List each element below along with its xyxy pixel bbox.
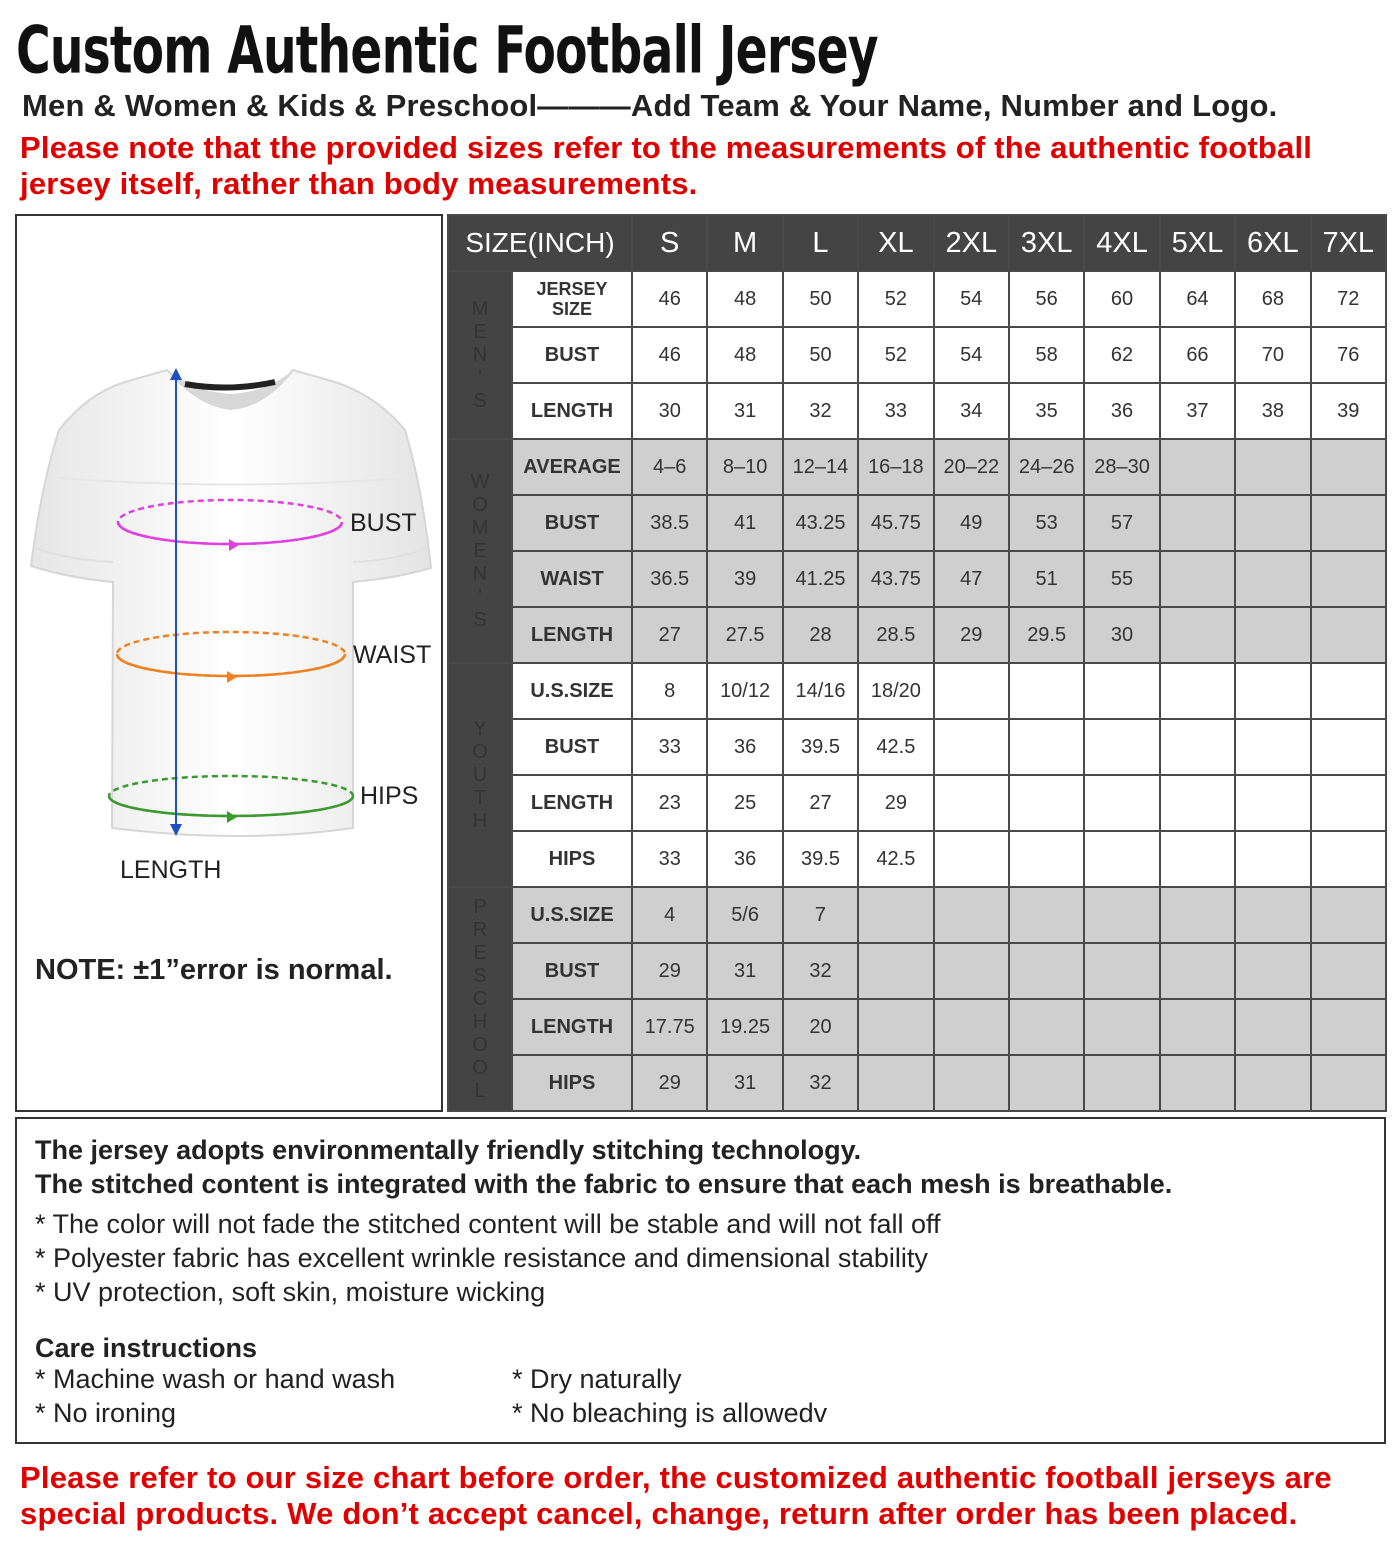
size-value-cell: [1160, 775, 1235, 831]
size-value-cell: [1084, 663, 1159, 719]
group-label-letter: T: [473, 786, 487, 809]
size-value-cell: [1084, 775, 1159, 831]
group-label-letter: O: [472, 1033, 488, 1056]
size-value-cell: 52: [858, 327, 933, 383]
size-value-cell: [1311, 719, 1386, 775]
size-value-cell: 25: [707, 775, 782, 831]
size-value-cell: 39.5: [783, 831, 858, 887]
size-value-cell: [934, 999, 1009, 1055]
row-label: AVERAGE: [512, 439, 632, 495]
group-label-letter: ’: [477, 585, 483, 608]
size-value-cell: 36: [707, 719, 782, 775]
size-value-cell: 50: [783, 271, 858, 327]
row-label: BUST: [512, 943, 632, 999]
size-row: [448, 663, 1386, 719]
row-label: BUST: [512, 719, 632, 775]
size-value-cell: 36.5: [632, 551, 707, 607]
group-label-letter: ’: [477, 366, 483, 389]
size-value-cell: 43.25: [783, 495, 858, 551]
size-value-cell: [1009, 943, 1084, 999]
info-headline-1: The jersey adopts environmentally friendly stitching technology.: [35, 1135, 862, 1165]
group-label-letter: S: [473, 389, 487, 412]
size-value-cell: [1084, 943, 1159, 999]
group-label-letter: P: [473, 895, 487, 918]
row-label: BUST: [512, 495, 632, 551]
size-row: [448, 439, 1386, 495]
jersey-shape: [31, 370, 431, 836]
row-label: LENGTH: [512, 383, 632, 439]
size-value-cell: 57: [1084, 495, 1159, 551]
size-value-cell: 29.5: [1009, 607, 1084, 663]
size-value-cell: 55: [1084, 551, 1159, 607]
size-value-cell: [1084, 1055, 1159, 1111]
size-value-cell: [1160, 887, 1235, 943]
size-value-cell: [1235, 775, 1310, 831]
size-value-cell: 36: [1084, 383, 1159, 439]
size-value-cell: 58: [1009, 327, 1084, 383]
group-label-letter: H: [472, 809, 488, 832]
size-row: [448, 831, 1386, 887]
group-label: [448, 663, 512, 887]
size-value-cell: 20: [783, 999, 858, 1055]
care-item: * No bleaching is allowedv: [512, 1398, 828, 1428]
size-row: [448, 887, 1386, 943]
length-label: LENGTH: [120, 856, 222, 884]
size-value-cell: [858, 1055, 933, 1111]
group-label-letter: R: [472, 918, 488, 941]
size-col-header: 4XL: [1084, 215, 1159, 271]
size-value-cell: [1009, 1055, 1084, 1111]
size-value-cell: 14/16: [783, 663, 858, 719]
size-value-cell: 54: [934, 271, 1009, 327]
size-value-cell: 41: [707, 495, 782, 551]
size-value-cell: 39: [707, 551, 782, 607]
size-value-cell: 19.25: [707, 999, 782, 1055]
row-label: LENGTH: [512, 999, 632, 1055]
row-label: U.S.SIZE: [512, 887, 632, 943]
page-subtitle: Men & Women & Kids & Preschool———Add Team & Your Name, Number and Logo.: [22, 88, 1278, 123]
size-value-cell: [1084, 999, 1159, 1055]
size-value-cell: 28: [783, 607, 858, 663]
size-value-cell: [1235, 887, 1310, 943]
size-value-cell: [1311, 831, 1386, 887]
size-value-cell: [1235, 719, 1310, 775]
size-value-cell: [858, 887, 933, 943]
size-value-cell: [1311, 663, 1386, 719]
size-value-cell: 72: [1311, 271, 1386, 327]
size-value-cell: 32: [783, 383, 858, 439]
size-value-cell: [1009, 775, 1084, 831]
size-value-cell: 17.75: [632, 999, 707, 1055]
size-value-cell: [1311, 775, 1386, 831]
hips-label: HIPS: [360, 782, 419, 810]
group-label-letter: M: [471, 516, 489, 539]
size-value-cell: 24–26: [1009, 439, 1084, 495]
size-value-cell: 70: [1235, 327, 1310, 383]
product-info-box: [15, 1117, 1386, 1444]
size-value-cell: 76: [1311, 327, 1386, 383]
row-label: U.S.SIZE: [512, 663, 632, 719]
size-value-cell: [1009, 999, 1084, 1055]
size-value-cell: 43.75: [858, 551, 933, 607]
size-col-header: S: [632, 215, 707, 271]
size-value-cell: 29: [632, 1055, 707, 1111]
size-value-cell: 48: [707, 271, 782, 327]
group-label-letter: Y: [473, 717, 487, 740]
size-value-cell: [934, 831, 1009, 887]
size-col-header: XL: [858, 215, 933, 271]
size-value-cell: [1160, 719, 1235, 775]
size-value-cell: 47: [934, 551, 1009, 607]
size-value-cell: [1160, 607, 1235, 663]
size-col-header: 2XL: [934, 215, 1009, 271]
size-col-header: M: [707, 215, 782, 271]
size-value-cell: [1235, 663, 1310, 719]
size-value-cell: 48: [707, 327, 782, 383]
size-value-cell: [1235, 831, 1310, 887]
size-col-header: 3XL: [1009, 215, 1084, 271]
size-value-cell: [934, 775, 1009, 831]
group-label-letter: C: [472, 987, 488, 1010]
care-item: * Machine wash or hand wash: [35, 1364, 396, 1394]
size-value-cell: [1084, 887, 1159, 943]
size-row: [448, 775, 1386, 831]
size-value-cell: 39.5: [783, 719, 858, 775]
feature-item: * UV protection, soft skin, moisture wicking: [35, 1277, 546, 1307]
care-item: * Dry naturally: [512, 1364, 682, 1394]
size-value-cell: [1160, 495, 1235, 551]
size-value-cell: 36: [707, 831, 782, 887]
size-row: [448, 943, 1386, 999]
size-col-header: 6XL: [1235, 215, 1310, 271]
size-value-cell: [1235, 999, 1310, 1055]
size-value-cell: [934, 943, 1009, 999]
size-value-cell: [1235, 1055, 1310, 1111]
size-header-label: SIZE(INCH): [448, 215, 632, 271]
feature-item: * Polyester fabric has excellent wrinkle resistance and dimensional stability: [35, 1243, 928, 1273]
size-header-row: [448, 215, 1386, 271]
group-label-letter: O: [472, 740, 488, 763]
care-instructions-title: Care instructions: [35, 1333, 258, 1363]
group-label-letter: N: [472, 343, 488, 366]
size-value-cell: 33: [632, 719, 707, 775]
size-value-cell: [1160, 943, 1235, 999]
size-value-cell: 42.5: [858, 719, 933, 775]
group-label-letter: W: [470, 470, 490, 493]
size-chart-body: [448, 271, 1386, 1111]
size-col-header: 7XL: [1311, 215, 1386, 271]
size-value-cell: 8–10: [707, 439, 782, 495]
size-row: [448, 327, 1386, 383]
care-item: * No ironing: [35, 1398, 177, 1428]
row-label: LENGTH: [512, 607, 632, 663]
size-value-cell: [934, 719, 1009, 775]
size-value-cell: [1311, 495, 1386, 551]
size-value-cell: 50: [783, 327, 858, 383]
size-value-cell: [934, 887, 1009, 943]
row-label: HIPS: [512, 1055, 632, 1111]
size-value-cell: 33: [632, 831, 707, 887]
size-value-cell: 7: [783, 887, 858, 943]
size-value-cell: [934, 1055, 1009, 1111]
group-label: [448, 271, 512, 439]
size-value-cell: 33: [858, 383, 933, 439]
size-value-cell: 20–22: [934, 439, 1009, 495]
size-chart-table: [447, 214, 1387, 1112]
size-row: [448, 383, 1386, 439]
size-value-cell: 31: [707, 1055, 782, 1111]
size-row: [448, 1055, 1386, 1111]
size-value-cell: 46: [632, 327, 707, 383]
tolerance-note: NOTE: ±1”error is normal.: [35, 954, 393, 986]
size-value-cell: 27.5: [707, 607, 782, 663]
size-value-cell: [1235, 943, 1310, 999]
size-value-cell: 29: [858, 775, 933, 831]
size-value-cell: 16–18: [858, 439, 933, 495]
size-value-cell: [1160, 831, 1235, 887]
size-value-cell: 52: [858, 271, 933, 327]
size-row: [448, 719, 1386, 775]
group-label: [448, 439, 512, 663]
group-label-letter: E: [473, 320, 487, 343]
size-value-cell: 31: [707, 943, 782, 999]
order-policy-warning: Please refer to our size chart before order, the customized authentic football jerseys are special products. We don’t accept cancel, change, return after order has been placed.: [20, 1460, 1332, 1531]
group-label-letter: O: [472, 493, 488, 516]
size-value-cell: 54: [934, 327, 1009, 383]
size-value-cell: 27: [632, 607, 707, 663]
size-value-cell: 42.5: [858, 831, 933, 887]
size-value-cell: [934, 663, 1009, 719]
size-value-cell: 66: [1160, 327, 1235, 383]
size-value-cell: [1084, 719, 1159, 775]
size-value-cell: 38: [1235, 383, 1310, 439]
size-value-cell: [1311, 439, 1386, 495]
size-value-cell: [1084, 831, 1159, 887]
row-label: LENGTH: [512, 775, 632, 831]
size-value-cell: 34: [934, 383, 1009, 439]
size-value-cell: [1235, 551, 1310, 607]
size-value-cell: 30: [1084, 607, 1159, 663]
size-value-cell: [1235, 607, 1310, 663]
size-value-cell: [858, 999, 933, 1055]
size-value-cell: 32: [783, 1055, 858, 1111]
size-row: [448, 607, 1386, 663]
size-value-cell: 53: [1009, 495, 1084, 551]
size-value-cell: [1311, 943, 1386, 999]
size-value-cell: [1311, 607, 1386, 663]
measurement-notice: Please note that the provided sizes refer to the measurements of the authentic football jersey itself, rather than body measurements.: [20, 130, 1313, 201]
group-label-letter: S: [473, 964, 487, 987]
size-value-cell: 8: [632, 663, 707, 719]
size-row: [448, 551, 1386, 607]
size-value-cell: 5/6: [707, 887, 782, 943]
group-label-letter: O: [472, 1056, 488, 1079]
size-value-cell: 27: [783, 775, 858, 831]
size-value-cell: 49: [934, 495, 1009, 551]
size-value-cell: 62: [1084, 327, 1159, 383]
waist-label: WAIST: [353, 641, 432, 669]
size-value-cell: [1009, 831, 1084, 887]
size-value-cell: [1311, 1055, 1386, 1111]
size-value-cell: 56: [1009, 271, 1084, 327]
group-label-letter: E: [473, 539, 487, 562]
size-value-cell: 64: [1160, 271, 1235, 327]
size-value-cell: 51: [1009, 551, 1084, 607]
size-value-cell: 28.5: [858, 607, 933, 663]
size-value-cell: 4–6: [632, 439, 707, 495]
size-value-cell: 29: [632, 943, 707, 999]
row-label: JERSEY SIZE: [512, 271, 632, 327]
bust-label: BUST: [350, 509, 417, 537]
size-value-cell: 39: [1311, 383, 1386, 439]
size-value-cell: 29: [934, 607, 1009, 663]
size-value-cell: 31: [707, 383, 782, 439]
size-value-cell: 23: [632, 775, 707, 831]
size-value-cell: [1311, 887, 1386, 943]
group-label: [448, 887, 512, 1111]
size-value-cell: [858, 943, 933, 999]
group-label-letter: M: [471, 297, 489, 320]
size-value-cell: 4: [632, 887, 707, 943]
size-value-cell: [1160, 1055, 1235, 1111]
size-value-cell: [1160, 999, 1235, 1055]
size-value-cell: 37: [1160, 383, 1235, 439]
row-label: BUST: [512, 327, 632, 383]
size-value-cell: [1311, 999, 1386, 1055]
size-col-header: L: [783, 215, 858, 271]
size-value-cell: [1235, 495, 1310, 551]
size-value-cell: [1009, 663, 1084, 719]
group-label-letter: E: [473, 941, 487, 964]
row-label: WAIST: [512, 551, 632, 607]
group-label-letter: H: [472, 1010, 488, 1033]
size-value-cell: [1160, 439, 1235, 495]
size-row: [448, 271, 1386, 327]
size-value-cell: 41.25: [783, 551, 858, 607]
size-col-header: 5XL: [1160, 215, 1235, 271]
size-value-cell: 10/12: [707, 663, 782, 719]
size-value-cell: 38.5: [632, 495, 707, 551]
size-value-cell: 60: [1084, 271, 1159, 327]
size-value-cell: 46: [632, 271, 707, 327]
group-label-letter: S: [473, 608, 487, 631]
size-value-cell: 32: [783, 943, 858, 999]
group-label-letter: U: [472, 763, 488, 786]
group-label-letter: N: [472, 562, 488, 585]
size-value-cell: [1160, 663, 1235, 719]
size-value-cell: 45.75: [858, 495, 933, 551]
size-value-cell: [1311, 551, 1386, 607]
size-value-cell: 68: [1235, 271, 1310, 327]
row-label: HIPS: [512, 831, 632, 887]
size-value-cell: 35: [1009, 383, 1084, 439]
size-value-cell: [1235, 439, 1310, 495]
size-value-cell: 18/20: [858, 663, 933, 719]
size-value-cell: 28–30: [1084, 439, 1159, 495]
page-title: Custom Authentic Football Jersey: [16, 13, 878, 89]
size-row: [448, 999, 1386, 1055]
size-value-cell: [1009, 719, 1084, 775]
feature-item: * The color will not fade the stitched content will be stable and will not fall off: [35, 1209, 941, 1239]
size-row: [448, 495, 1386, 551]
size-value-cell: 30: [632, 383, 707, 439]
size-value-cell: 12–14: [783, 439, 858, 495]
size-value-cell: [1009, 887, 1084, 943]
group-label-letter: L: [474, 1079, 486, 1102]
info-headline-2: The stitched content is integrated with the fabric to ensure that each mesh is breathable.: [35, 1169, 1173, 1199]
size-value-cell: [1160, 551, 1235, 607]
jersey-illustration-panel: [15, 214, 443, 1112]
